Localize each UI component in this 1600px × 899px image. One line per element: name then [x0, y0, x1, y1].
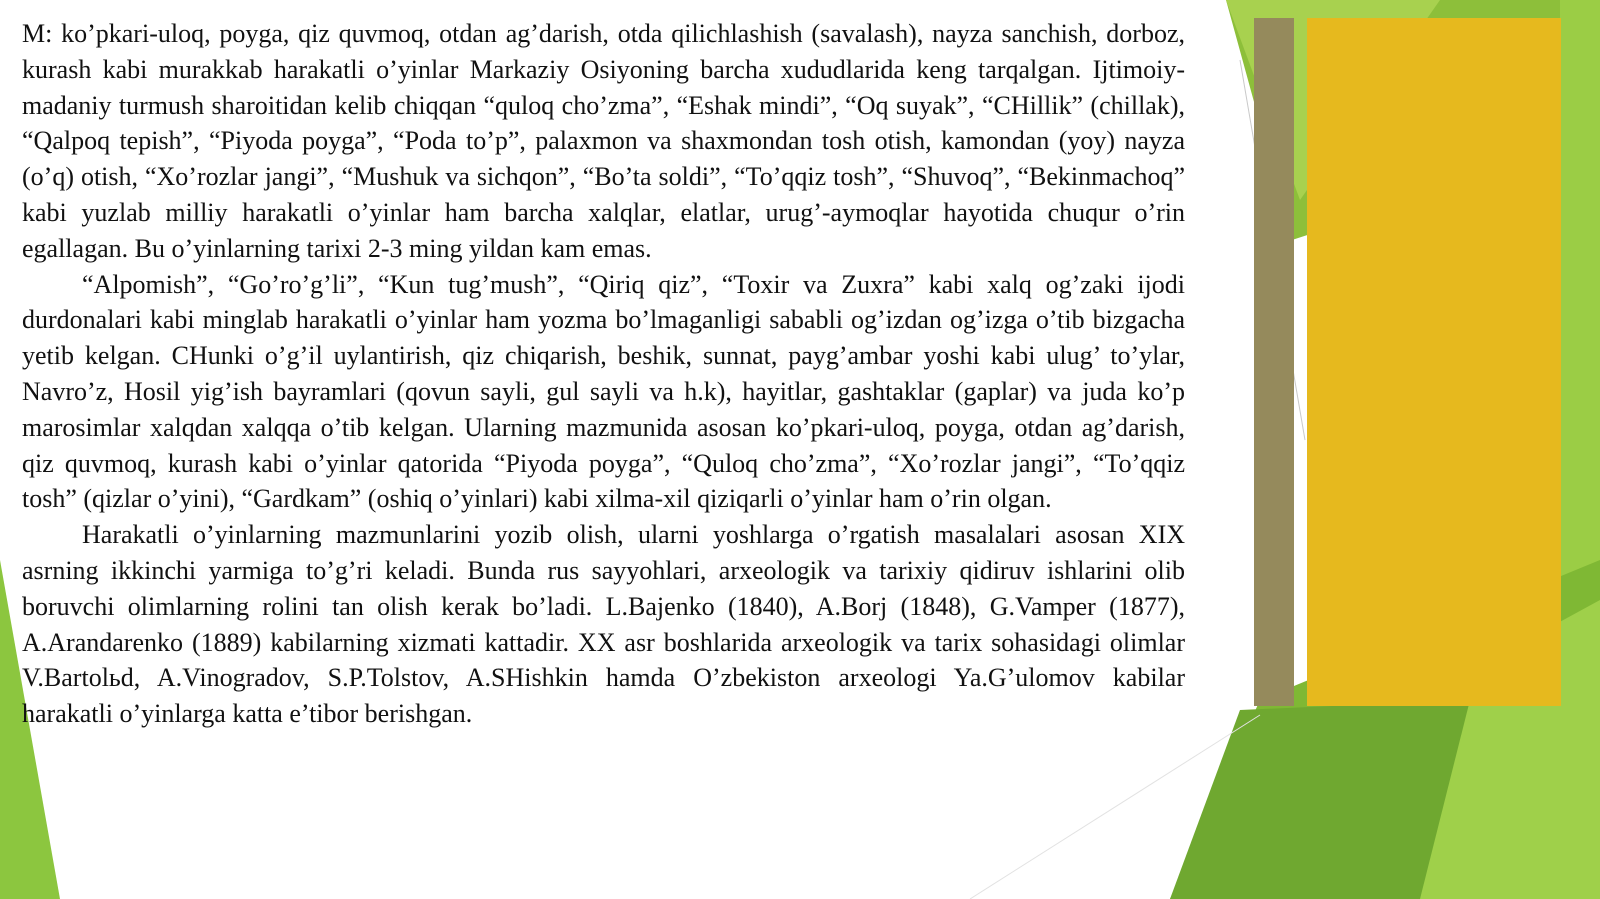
paragraph-2: “Alpomish”, “Go’ro’g’li”, “Kun tug’mush”, “Qiriq qiz”, “Toxir va Zuxra” kabi xalq og’zaki ijodi durdonalari kabi minglab harakatli o’yinlar ham yozma bo’lmaganligi sababli og’izdan og’izga o’tib bizgacha yetib kelgan. CHunki o’g’il uylantirish, qiz chiqarish, beshik, sunnat, payg’ambar yoshi kabi ulug’ to’ylar, Navro’z, Hosil yig’ish bayramlari (qovun sayli, gul sayli va h.k), hayitlar, gashtaklar (gaplar) va juda ko’p marosimlar xalqdan xalqqa o’tib kelgan. Ularning mazmunida asosan ko’pkari-uloq, poyga, otdan ag’darish, qiz quvmoq, kurash kabi o’yinlar qatorida “Piyoda poyga”, “Quloq cho’zma”, “Xo’rozlar jangi”, “To’qqiz tosh” (qizlar o’yini), “Gardkam” (oshiq o’yinlari) kabi xilma-xil qiziqarli o’yinlar ham o’rin olgan.	[22, 269, 1185, 514]
green-facet-bottom-dark	[1170, 700, 1470, 899]
paragraph-3: Harakatli o’yinlarning mazmunlarini yozib olish, ularni yoshlarga o’rgatish masalalari asosan XIX asrning ikkinchi yarmiga to’g’ri keladi. Bunda rus sayyohlari, arxeologik va tarixiy qidiruv ishlarini olib boruvchi olimlarning rolini tan olish kerak bo’ladi. L.Bajenko (1840), A.Borj (1848), G.Vamper (1877), A.Arandarenko (1889) kabilarning xizmati kattadir. XX asr boshlarida arxeologik va tarix sohasidagi olimlar V.Bartolьd, A.Vinogradov, S.P.Tolstov, A.SHishkin hamda O’zbekiston arxeologi Ya.G’ulomov kabilar harakatli o’yinlarga katta e’tibor berishgan.	[22, 520, 1185, 729]
olive-vertical-bar	[1254, 18, 1294, 706]
yellow-panel	[1307, 18, 1561, 706]
paragraph-1: M: ko’pkari-uloq, poyga, qiz quvmoq, otdan ag’darish, otda qilichlashish (savalash), nayza sanchish, dorboz, kurash kabi murakkab harakatli o’yinlar Markaziy Osiyoning barcha xududlarida keng tarqalgan. Ijtimoiy-madaniy turmush sharoitidan kelib chiqqan “quloq cho’zma”, “Eshak mindi”, “Oq suyak”, “CHillik” (chillak), “Qalpoq tepish”, “Piyoda poyga”, “Poda to’p”, palaxmon va shaxmondan tosh otish, kamondan (yoy) nayza (o’q) otish, “Xo’rozlar jangi”, “Mushuk va sichqon”, “Bo’ta soldi”, “To’qqiz tosh”, “Shuvoq”, “Bekinmachoq” kabi yuzlab milliy harakatli o’yinlar ham barcha xalqlar, elatlar, urug’-aymoqlar hayotida chuqur o’rin egallagan. Bu o’yinlarning tarixi 2-3 ming yildan kam emas.	[22, 19, 1185, 263]
slide-body-text	[22, 16, 1185, 732]
